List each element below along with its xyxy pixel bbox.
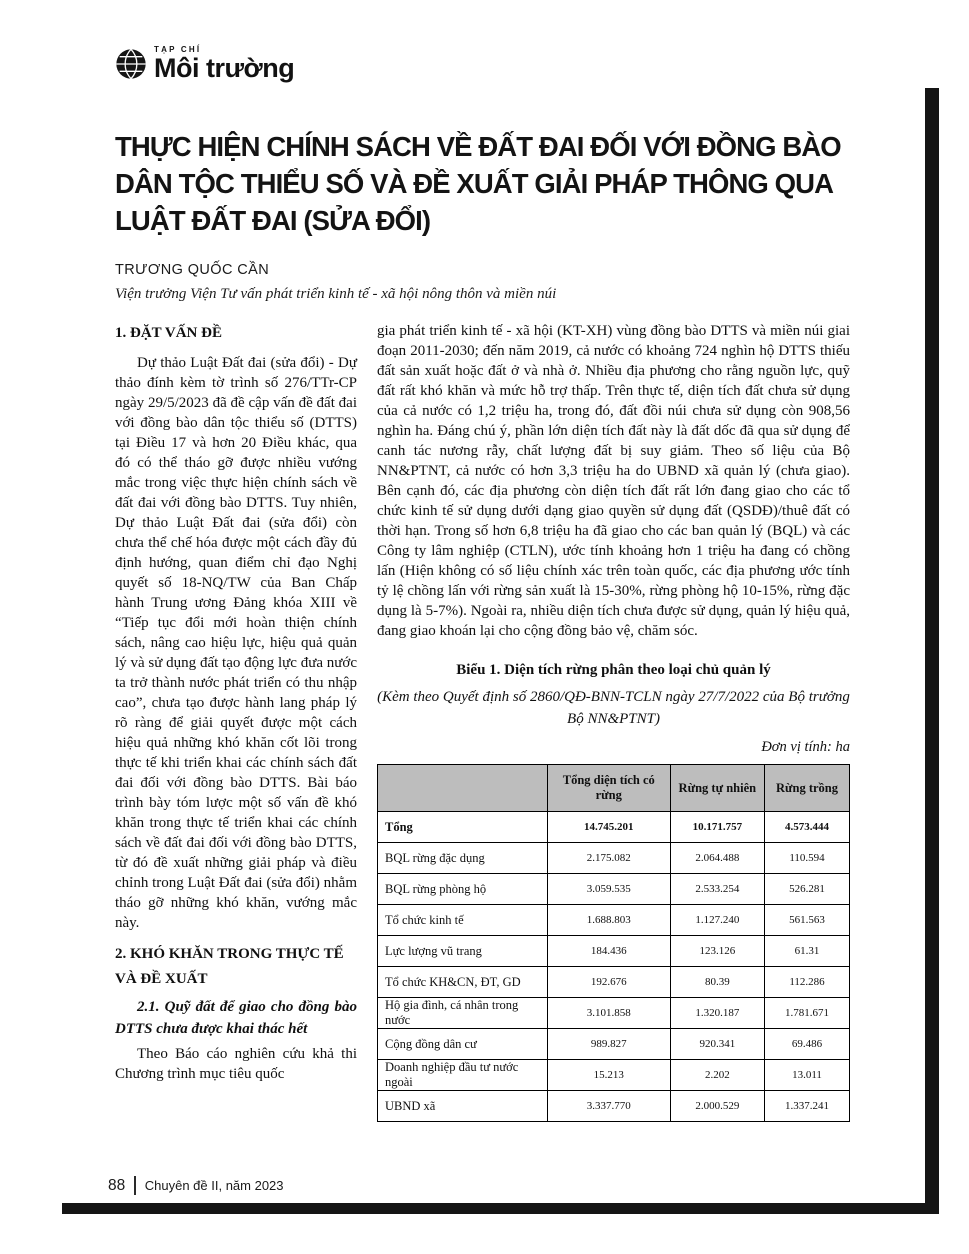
row-value-cell: 4.573.444 [765,812,850,843]
article-title [115,128,850,239]
section-2-heading: 2. KHÓ KHĂN TRONG THỰC TẾ VÀ ĐỀ XUẤT [115,946,344,987]
table-row [378,874,850,905]
bottom-edge-bar [62,1203,939,1214]
row-value-cell: 2.000.529 [670,1091,764,1122]
table-row [378,843,850,874]
section-1-paragraph: Dự thảo Luật Đất đai (sửa đổi) - Dự thảo đính kèm tờ trình số 276/TTr-CP ngày 29/5/2023 đã đề cập vấn đề đất đai với đồng bào dân tộc thiểu số (DTTS) tại Điều 17 và hơn 20 Điều khác, qua đó có thể tháo gỡ được nhiều vướng mắc trong việc thực hiện chính sách về đất đai với đồng bào DTTS. Tuy nhiên, Dự thảo Luật Đất đai (sửa đổi) còn chưa thể chế hóa được một cách đầy đủ định hướng, quan điểm chỉ đạo Nghị quyết số 18-NQ/TW của Ban Chấp hành Trung ương Đảng khóa XIII về “Tiếp tục đổi mới hoàn thiện chính sách, nâng cao hiệu lực, hiệu quả quản lý và sử dụng đất tạo động lực đưa nước ta trở thành nước phát triển có thu nhập cao”, chưa tạo được hành lang pháp lý rõ ràng để giải quyết được một cách hiệu quả những khó khăn cốt lõi trong thực tế khi triển khai các chính sách đất đai đối với đồng bào DTTS. Bài báo trình bày tóm lược một số vấn đề khó khăn trong thực tế triển khai các chính sách về đất đai đối với đồng bào DTTS, từ đó đề xuất những giải pháp và điều chỉnh trong Luật Đất đai (sửa đổi) nhằm tháo gỡ những khó khăn, vướng mắc này. [115,355,357,931]
subsection-2-1-heading: 2.1. Quỹ đất để giao cho đồng bào DTTS chưa được khai thác hết [115,999,357,1037]
continued-paragraph: gia phát triển kinh tế - xã hội (KT-XH) vùng đồng bào DTTS và miền núi giai đoạn 2011-2030; đến năm 2019, cả nước có khoảng 724 nghìn hộ DTTS thiếu đất sản xuất hoặc đất ở và nhà ở. Nhiều địa phương cho rằng nguồn lực, quỹ đất rất khó khăn và mức hỗ trợ thấp. Trên thực tế, diện tích đất chưa sử dụng của cả nước có 1,2 triệu ha, trong đó, đất đồi núi chưa sử dụng còn 908,56 nghìn ha. Đáng chú ý, phần lớn diện tích đất này là đất dốc đã qua sử dụng để canh tác nương rẫy, chất lượng đất bị suy giảm. Theo số liệu của Bộ NN&PTNT, cả nước có hơn 3,3 triệu ha do UBND xã quản lý (chưa giao). Bên cạnh đó, các địa phương còn diện tích đất rất lớn đang giao cho các tổ chức kinh tế sử dụng dưới dạng giao quyền sử dụng đất (QSDĐ)/thuê đất có thời hạn. Trong số hơn 6,8 triệu ha đã giao cho các ban quản lý (BQL) và các Công ty lâm nghiệp (CTLN), ước tính khoảng hơn 1 triệu ha đang có chồng lấn (Hiện không có số liệu chính xác trên toàn quốc, các địa phương ước tính tỷ lệ chồng lấn với rừng sản xuất là 15-30%, rừng phòng hộ 10-15%, rừng đặc dụng là 5-7%). Ngoài ra, nhiều diện tích chưa được sử dụng, quản lý hiệu quả, đang giao khoán lại cho cộng đồng bảo vệ, chăm sóc. [377,323,850,639]
table-header-cell: Rừng tự nhiên [670,765,764,812]
row-value-cell: 13.011 [765,1060,850,1091]
table-row [378,967,850,998]
row-value-cell: 2.064.488 [670,843,764,874]
row-value-cell: 192.676 [547,967,670,998]
row-value-cell: 2.175.082 [547,843,670,874]
row-label-cell: BQL rừng đặc dụng [378,843,548,874]
row-value-cell: 3.337.770 [547,1091,670,1122]
section-2-paragraph: Theo Báo cáo nghiên cứu khả thi Chương trình mục tiêu quốc [115,1046,357,1082]
magazine-masthead [115,46,850,82]
table-row [378,1029,850,1060]
row-value-cell: 184.436 [547,936,670,967]
magazine-logo [154,46,294,82]
row-value-cell: 1.320.187 [670,998,764,1029]
article-title-line: DÂN TỘC THIỂU SỐ VÀ ĐỀ XUẤT GIẢI PHÁP THÔNG QUA [115,168,834,199]
table-row [378,998,850,1029]
row-label-cell: Tổng [378,812,548,843]
row-value-cell: 1.688.803 [547,905,670,936]
author-name: TRƯƠNG QUỐC CẦN [115,262,270,278]
row-value-cell: 3.101.858 [547,998,670,1029]
row-label-cell: Cộng đồng dân cư [378,1029,548,1060]
row-value-cell: 61.31 [765,936,850,967]
page-content [115,46,850,1122]
row-value-cell: 2.202 [670,1060,764,1091]
page-number: 88 [108,1176,126,1194]
right-column [377,321,850,1122]
row-value-cell: 123.126 [670,936,764,967]
row-value-cell: 2.533.254 [670,874,764,905]
table-header-cell: Rừng trồng [765,765,850,812]
left-column [115,321,357,1122]
row-value-cell: 69.486 [765,1029,850,1060]
table-header-cell: Tổng diện tích có rừng [547,765,670,812]
table-row [378,812,850,843]
row-value-cell: 989.827 [547,1029,670,1060]
logo-main-text: Môi trường [154,53,295,83]
table-row [378,905,850,936]
right-edge-bar [925,88,939,1214]
table-header-row [378,765,850,812]
author-affiliation: Viện trưởng Viện Tư vấn phát triển kinh tế - xã hội nông thôn và miền núi [115,286,557,302]
footer-divider [134,1176,136,1195]
table-row [378,1060,850,1091]
row-value-cell: 526.281 [765,874,850,905]
table-row [378,1091,850,1122]
article-columns [115,321,850,1122]
row-value-cell: 15.213 [547,1060,670,1091]
row-label-cell: Doanh nghiệp đầu tư nước ngoài [378,1060,548,1091]
table-source-note: (Kèm theo Quyết định số 2860/QĐ-BNN-TCLN ngày 27/7/2022 của Bộ trưởng Bộ NN&PTNT) [377,689,850,727]
row-value-cell: 110.594 [765,843,850,874]
table-caption: Biểu 1. Diện tích rừng phân theo loại chủ quản lý [456,662,771,678]
row-value-cell: 561.563 [765,905,850,936]
issue-label: Chuyên đề II, năm 2023 [144,1178,284,1193]
section-1-heading: 1. ĐẶT VẤN ĐỀ [115,325,222,341]
row-label-cell: Tổ chức KH&CN, ĐT, GD [378,967,548,998]
article-title-line: THỰC HIỆN CHÍNH SÁCH VỀ ĐẤT ĐAI ĐỐI VỚI ĐỒNG BÀO [115,131,841,162]
row-value-cell: 112.286 [765,967,850,998]
row-value-cell: 1.127.240 [670,905,764,936]
page-footer [108,1176,284,1195]
row-value-cell: 920.341 [670,1029,764,1060]
logo-small-text: TẠP CHÍ [154,45,202,54]
article-title-line: LUẬT ĐẤT ĐAI (SỬA ĐỔI) [115,205,431,236]
row-label-cell: Hộ gia đình, cá nhân trong nước [378,998,548,1029]
row-label-cell: Tổ chức kinh tế [378,905,548,936]
row-value-cell: 10.171.757 [670,812,764,843]
table-unit-note: Đơn vị tính: ha [761,739,850,755]
table-header-cell [378,765,548,812]
row-value-cell: 1.781.671 [765,998,850,1029]
row-value-cell: 14.745.201 [547,812,670,843]
table-row [378,936,850,967]
row-label-cell: Lực lượng vũ trang [378,936,548,967]
row-label-cell: BQL rừng phòng hộ [378,874,548,905]
row-value-cell: 3.059.535 [547,874,670,905]
row-value-cell: 1.337.241 [765,1091,850,1122]
row-value-cell: 80.39 [670,967,764,998]
forest-area-table [377,764,850,1122]
globe-icon [115,48,147,80]
row-label-cell: UBND xã [378,1091,548,1122]
